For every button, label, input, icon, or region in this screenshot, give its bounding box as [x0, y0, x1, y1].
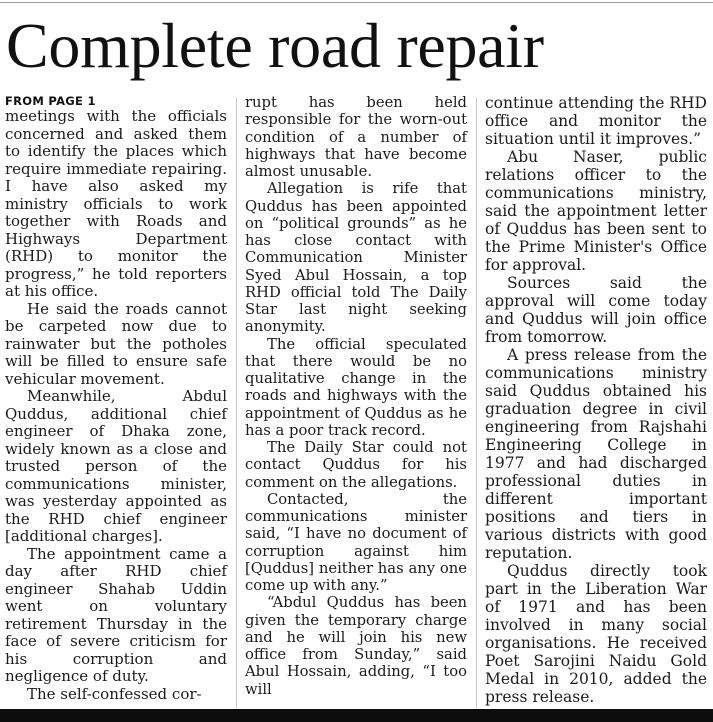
- article-column-3: [485, 94, 707, 706]
- article-column-2: [245, 94, 467, 698]
- headline: Complete road repair: [6, 10, 544, 81]
- article-column-1: [5, 94, 227, 703]
- paragraph: The official speculated that there would be no qualitative change in the roads and highways with the appointment of Quddus as he has a poor track record.: [245, 335, 467, 439]
- paragraph: Meanwhile, Abdul Quddus, additional chief engineer of Dhaka zone, widely known as a close and trusted person of the communications minister, was yesterday appointed as the RHD chief engineer [additional charges].: [5, 387, 227, 545]
- paragraph: The appointment came a day after RHD chief engineer Shahab Uddin went on voluntary retirement Thursday in the face of severe criticism for his corruption and negligence of duty.: [5, 544, 227, 685]
- paragraph: Abu Naser, public relations officer to the communications ministry, said the appointment letter of Quddus has been sent to the Prime Minister's Office for approval.: [485, 148, 707, 274]
- column-rule-2: [476, 98, 477, 708]
- paragraph: He said the roads cannot be carpeted now due to rainwater but the potholes will be filled to ensure safe vehicular movement.: [5, 299, 227, 388]
- paragraph: Sources said the approval will come today and Quddus will join office from tomorrow.: [485, 274, 707, 346]
- kicker-from-page: FROM PAGE 1: [5, 94, 96, 108]
- paragraph: “Abdul Quddus has been given the temporary charge and he will join his new office from Sunday,” said Abul Hossain, adding, “I too will: [245, 594, 467, 698]
- paragraph: Allegation is rife that Quddus has been appointed on “political grounds” as he has close contact with Communication Minister Syed Abul Hossain, a top RHD official told The Daily Star last night seeking anonymity.: [245, 180, 467, 336]
- paragraph: Quddus directly took part in the Liberation War of 1971 and has been involved in many social organisations. He received Poet Sarojini Naidu Gold Medal in 2010, added the press release.: [485, 562, 707, 706]
- paragraph: A press release from the communications ministry said Quddus obtained his graduation degree in civil engineering from Rajshahi Engineering College in 1977 and had discharged professional duties in different important positions and tiers in various districts with good reputation.: [485, 346, 707, 562]
- paragraph: meetings with the officials concerned and asked them to identify the places which require immediate repairing. I have also asked my ministry officials to work together with Roads and Highways Department (RHD) to monitor the progress,” he told reporters at his office.: [5, 107, 227, 300]
- paragraph: rupt has been held responsible for the worn-out condition of a number of highways that have become almost unusable.: [245, 94, 467, 180]
- bottom-edge-bar: [0, 709, 713, 722]
- paragraph: continue attending the RHD office and monitor the situation until it improves.”: [485, 94, 707, 148]
- paragraph: Contacted, the communications minister said, “I have no document of corruption against him [Quddus] neither has any one come up with any.”: [245, 490, 467, 594]
- column-rule-1: [236, 98, 237, 708]
- paragraph: The self-confessed cor-: [27, 684, 202, 703]
- top-rule: [0, 2, 713, 3]
- paragraph: The Daily Star could not contact Quddus for his comment on the allegations.: [245, 439, 467, 491]
